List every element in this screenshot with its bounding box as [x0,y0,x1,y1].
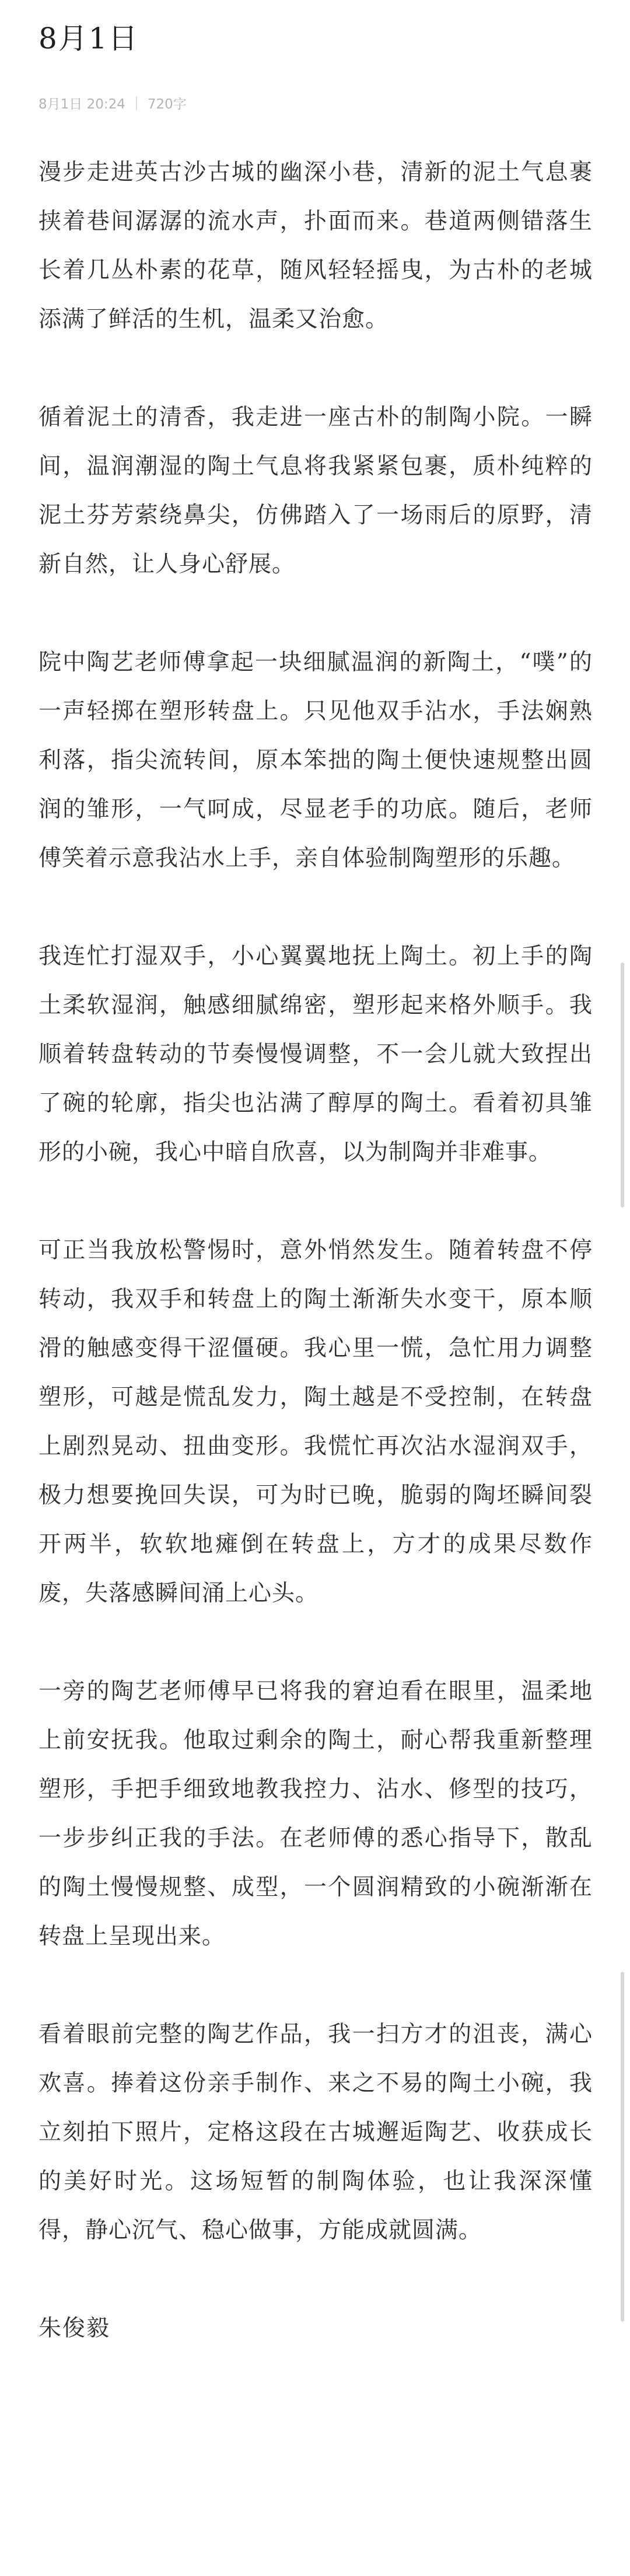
paragraph: 院中陶艺老师傅拿起一块细腻温润的新陶土，“噗”的一声轻掷在塑形转盘上。只见他双手沾水，手法娴熟利落，指尖流转间，原本笨拙的陶土便快速规整出圆润的雏形，一气呵成，尽显老手的功底。随后，老师傅笑着示意我沾水上手，亲自体验制陶塑形的乐趣。 [38,649,593,872]
author-signature: 朱俊毅 [38,2315,111,2342]
paragraph: 我连忙打湿双手，小心翼翼地抚上陶土。初上手的陶土柔软湿润，触感细腻绵密，塑形起来格外顺手。我顺着转盘转动的节奏慢慢调整，不一会儿就大致捏出了碗的轮廓，指尖也沾满了醇厚的陶土。看着初具雏形的小碗，我心中暗自欣喜，以为制陶并非难事。 [38,943,593,1166]
article-meta [38,93,187,113]
word-count: 720字 [147,97,187,112]
paragraph: 看着眼前完整的陶艺作品，我一扫方才的沮丧，满心欢喜。捧着这份亲手制作、来之不易的陶土小碗，我立刻拍下照片，定格这段在古城邂逅陶艺、收获成长的美好时光。这场短暂的制陶体验，也让我深深懂得，静心沉气、稳心做事，方能成就圆满。 [38,2021,593,2244]
paragraph: 漫步走进英古沙古城的幽深小巷，清新的泥土气息裹挟着巷间潺潺的流水声，扑面而来。巷道两侧错落生长着几丛朴素的花草，随风轻轻摇曳，为古朴的老城添满了鲜活的生机，温柔又治愈。 [38,159,593,332]
scrollbar-thumb[interactable] [621,1972,624,2322]
paragraph: 循着泥土的清香，我走进一座古朴的制陶小院。一瞬间，温润潮湿的陶土气息将我紧紧包裹，质朴纯粹的泥土芬芳萦绕鼻尖，仿佛踏入了一场雨后的原野，清新自然，让人身心舒展。 [38,404,593,578]
paragraph: 一旁的陶艺老师傅早已将我的窘迫看在眼里，温柔地上前安抚我。他取过剩余的陶土，耐心帮我重新整理塑形，手把手细致地教我控力、沾水、修型的技巧，一步步纠正我的手法。在老师傅的悉心指导下，散乱的陶土慢慢规整、成型，一个圆润精致的小碗渐渐在转盘上呈现出来。 [38,1678,593,1950]
page-title: 8月1日 [38,22,139,55]
date-text: 8月1日 20:24 [38,97,125,112]
paragraph: 可正当我放松警惕时，意外悄然发生。随着转盘不停转动，我双手和转盘上的陶土渐渐失水变干，原本顺滑的触感变得干涩僵硬。我心里一慌，急忙用力调整塑形，可越是慌乱发力，陶土越是不受控制，在转盘上剧烈晃动、扭曲变形。我慌忙再次沾水湿润双手，极力想要挽回失误，可为时已晚，脆弱的陶坯瞬间裂开两半，软软地瘫倒在转盘上，方才的成果尽数作废，失落感瞬间涌上心头。 [38,1237,593,1606]
article-body [38,148,593,2353]
meta-divider [136,96,137,110]
scrollbar-thumb[interactable] [621,963,624,1208]
